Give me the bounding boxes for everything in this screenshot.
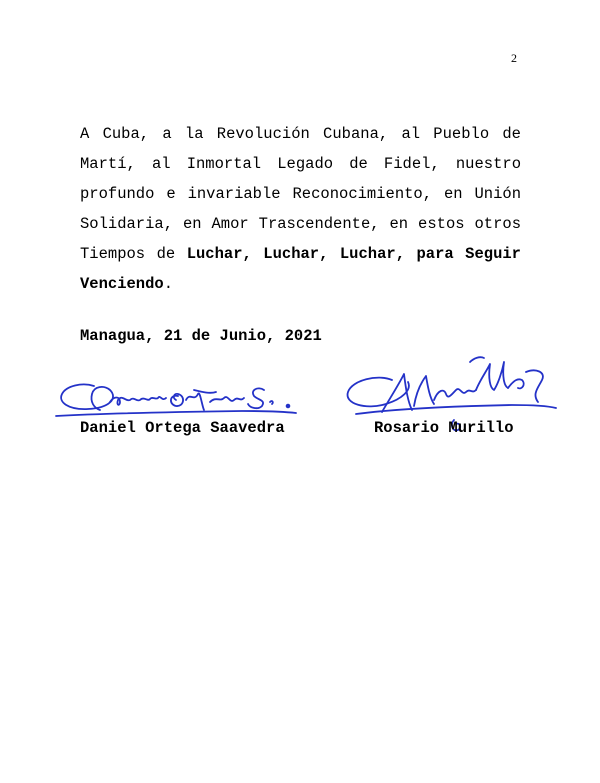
page-number: 2 <box>511 51 517 65</box>
dedication-text: A Cuba, a la Revolución Cubana, al Pueblo de Martí, al Inmortal Legado de Fidel, nuestro profundo e invariable Reconocimiento, en Unión Solidaria, en Amor Trascendente, en estos otros Tiempos de <box>80 125 521 263</box>
signature-daniel-ortega <box>52 372 312 424</box>
dedication-end: . <box>163 275 174 293</box>
signatory-name-1: Daniel Ortega Saavedra <box>80 419 285 437</box>
dedication-paragraph <box>80 119 521 299</box>
signatory-name-2: Rosario Murillo <box>374 419 514 437</box>
date-line: Managua, 21 de Junio, 2021 <box>80 327 322 345</box>
dedication-emphasis: Luchar, Luchar, Luchar, para Seguir Venciendo <box>80 245 521 293</box>
